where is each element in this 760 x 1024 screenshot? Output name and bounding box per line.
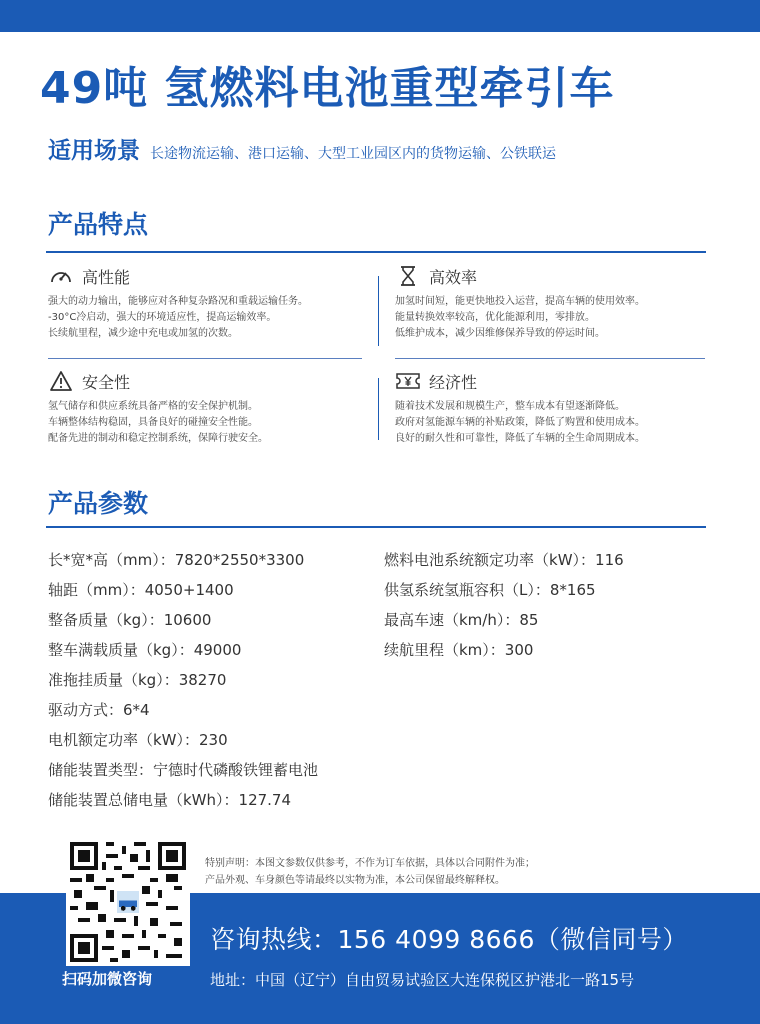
feature-row-divider (48, 358, 362, 359)
feature-line: 配备先进的制动和稳定控制系统，保障行驶安全。 (48, 433, 268, 444)
scenarios-text: 长途物流运输、港口运输、大型工业园区内的货物运输、公铁联运 (150, 146, 556, 162)
feature-line: 长续航里程，减少途中充电或加氢的次数。 (48, 328, 238, 339)
param-curb-weight: 整备质量（kg）：10600 (48, 611, 212, 629)
param-motor-power: 电机额定功率（kW）：230 (48, 731, 228, 749)
feature-line: 随着技术发展和规模生产，整车成本有望逐渐降低。 (395, 401, 625, 412)
disclaimer (205, 855, 535, 889)
feature-title: 安全性 (82, 372, 131, 392)
feature-line: 政府对氢能源车辆的补贴政策，降低了购置和使用成本。 (395, 417, 645, 428)
param-dimensions: 长*宽*高（mm）：7820*2550*3300 (48, 551, 305, 569)
param-battery-type: 储能装置类型：宁德时代磷酸铁锂蓄电池 (48, 761, 319, 779)
feature-column-divider (378, 276, 379, 346)
feature-line: -30°C冷启动，强大的环境适应性，提高运输效率。 (48, 312, 277, 323)
feature-row-divider (395, 358, 705, 359)
warning-icon (48, 369, 74, 393)
application-scenarios (48, 132, 556, 165)
param-towing-mass: 准拖挂质量（kg）：38270 (48, 671, 227, 689)
param-fuel-cell-power: 燃料电池系统额定功率（kW）：116 (384, 551, 624, 569)
feature-title: 高性能 (82, 267, 131, 287)
page-title: 49吨 氢燃料电池重型牵引车 (40, 63, 615, 114)
feature-high-efficiency (395, 264, 715, 342)
feature-line: 车辆整体结构稳固，具备良好的碰撞安全性能。 (48, 417, 258, 428)
feature-title: 经济性 (429, 372, 478, 392)
feature-line: 强大的动力输出，能够应对各种复杂路况和重载运输任务。 (48, 296, 308, 307)
disclaimer-line: 特别声明：本图文参数仅供参考，不作为订车依据，具体以合同附件为准； (205, 858, 535, 869)
params-heading: 产品参数 (48, 489, 149, 518)
qr-caption: 扫码加微咨询 (62, 970, 153, 988)
param-wheelbase: 轴距（mm）：4050+1400 (48, 581, 234, 599)
param-drive-type: 驱动方式：6*4 (48, 701, 150, 719)
wechat-qr-code[interactable] (66, 838, 190, 966)
params-divider (46, 526, 706, 528)
feature-line: 能量转换效率较高，优化能源利用，零排放。 (395, 312, 595, 323)
feature-high-performance (48, 264, 368, 342)
param-max-speed: 最高车速（km/h）：85 (384, 611, 539, 629)
hourglass-icon (395, 264, 421, 288)
param-gross-weight: 整车满载质量（kg）：49000 (48, 641, 242, 659)
feature-line: 加氢时间短，能更快地投入运营，提高车辆的使用效率。 (395, 296, 645, 307)
features-divider (46, 251, 706, 253)
feature-column-divider (378, 378, 379, 440)
param-range: 续航里程（km）：300 (384, 641, 534, 659)
feature-line: 氢气储存和供应系统具备严格的安全保护机制。 (48, 401, 258, 412)
yen-ticket-icon (395, 369, 421, 393)
param-hydrogen-tank: 供氢系统氢瓶容积（L）：8*165 (384, 581, 596, 599)
consult-hotline[interactable]: 咨询热线：156 4099 8666（微信同号） (210, 925, 688, 954)
feature-line: 低维护成本，减少因维修保养导致的停运时间。 (395, 328, 605, 339)
feature-safety (48, 369, 368, 447)
top-banner (0, 0, 760, 32)
speedometer-icon (48, 264, 74, 288)
feature-economy (395, 369, 715, 447)
param-battery-capacity: 储能装置总储电量（kWh）：127.74 (48, 791, 292, 809)
scenarios-label: 适用场景 (48, 138, 140, 164)
features-heading: 产品特点 (48, 210, 149, 239)
disclaimer-line: 产品外观、车身颜色等请最终以实物为准，本公司保留最终解释权。 (205, 875, 505, 886)
feature-line: 良好的耐久性和可靠性，降低了车辆的全生命周期成本。 (395, 433, 645, 444)
feature-title: 高效率 (429, 267, 478, 287)
company-address: 地址：中国（辽宁）自由贸易试验区大连保税区护港北一路15号 (210, 971, 635, 989)
